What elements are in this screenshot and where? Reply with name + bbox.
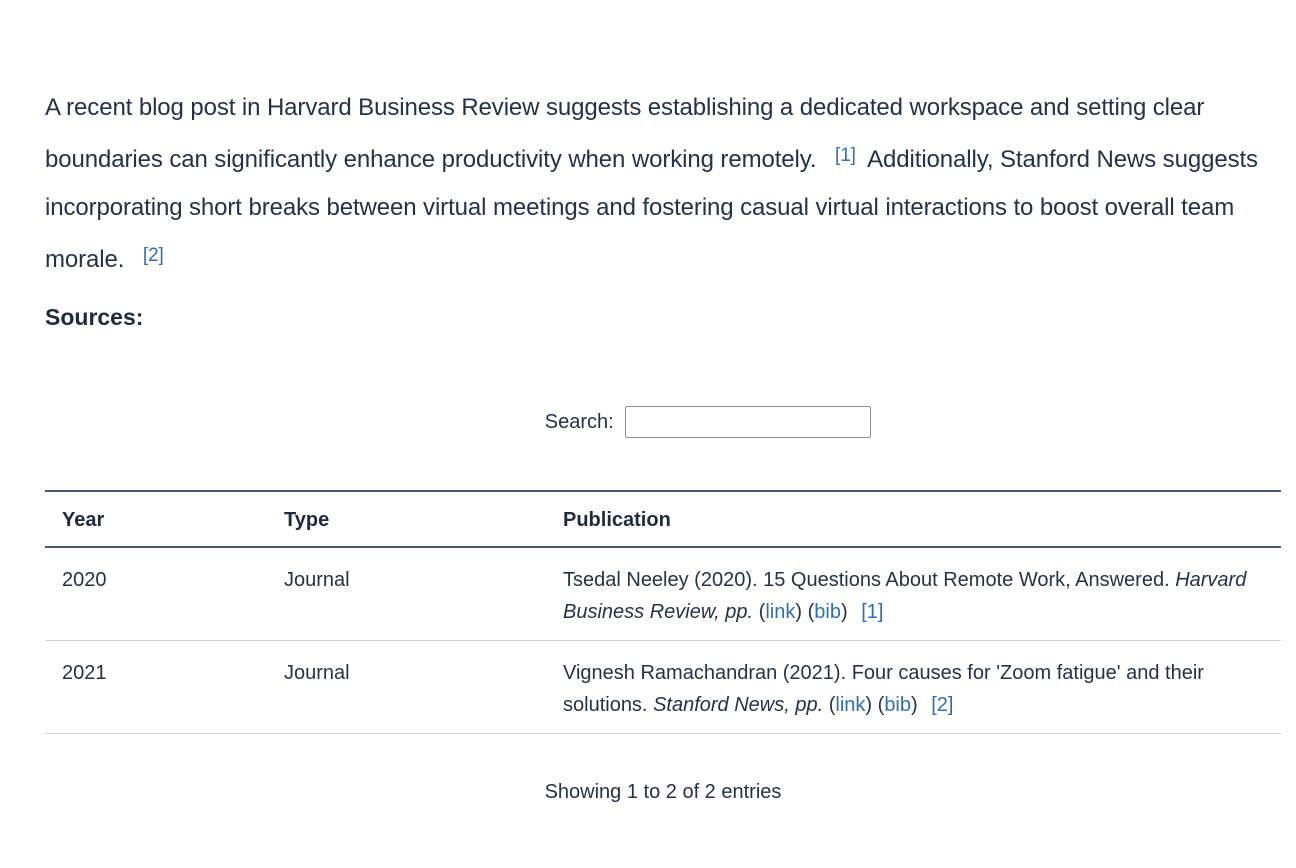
publication-citation: Vignesh Ramachandran (2021). Four causes for 'Zoom fatigue' and their solutions.	[563, 662, 1204, 716]
table-info: Showing 1 to 2 of 2 entries	[544, 781, 782, 803]
cell-year: 2021	[45, 641, 267, 734]
reference-link[interactable]: [2]	[931, 694, 954, 716]
citation-link-2[interactable]: [2]	[142, 245, 164, 266]
column-header-type[interactable]: Type	[267, 491, 546, 547]
publications-table	[45, 490, 1281, 734]
cell-type: Journal	[267, 547, 546, 641]
search-row	[45, 406, 1281, 438]
column-header-publication[interactable]: Publication	[546, 491, 1281, 547]
cell-publication: Tsedal Neeley (2020). 15 Questions About Remote Work, Answered. Harvard Business Review, pp. (link) (bib) [1]	[546, 547, 1281, 641]
search-input[interactable]	[625, 406, 871, 438]
link-button[interactable]: link	[765, 601, 796, 623]
table-row	[45, 547, 1281, 641]
table-header-row	[45, 491, 1281, 547]
publication-citation: Tsedal Neeley (2020). 15 Questions About Remote Work, Answered.	[563, 569, 1170, 591]
bib-button[interactable]: bib	[884, 694, 912, 716]
citation-link-1[interactable]: [1]	[835, 145, 856, 166]
intro-text-part2: Additionally, Stanford News suggests incorporating short breaks between virtual meetings and fostering casual virtual interactions to boost overall team morale.	[45, 146, 1258, 273]
column-header-year[interactable]: Year	[45, 491, 267, 547]
intro-text-part1: A recent blog post in Harvard Business Review suggests establishing a dedicated workspace and setting clear boundaries can significantly enhance productivity when working remotely.	[45, 94, 1205, 173]
cell-publication: Vignesh Ramachandran (2021). Four causes for 'Zoom fatigue' and their solutions. Stanford News, pp. (link) (bib) [2]	[546, 641, 1281, 734]
table-row	[45, 641, 1281, 734]
cell-type: Journal	[267, 641, 546, 734]
main-content	[45, 84, 1281, 803]
publication-venue: Harvard Business Review, pp.	[563, 569, 1247, 623]
link-button[interactable]: link	[835, 694, 866, 716]
search-label: Search:	[544, 410, 614, 433]
publication-venue: Stanford News, pp.	[653, 694, 824, 716]
intro-paragraph	[45, 84, 1281, 284]
bib-button[interactable]: bib	[814, 601, 841, 623]
cell-year: 2020	[45, 547, 267, 641]
reference-link[interactable]: [1]	[861, 601, 884, 623]
sources-heading: Sources:	[45, 304, 144, 330]
